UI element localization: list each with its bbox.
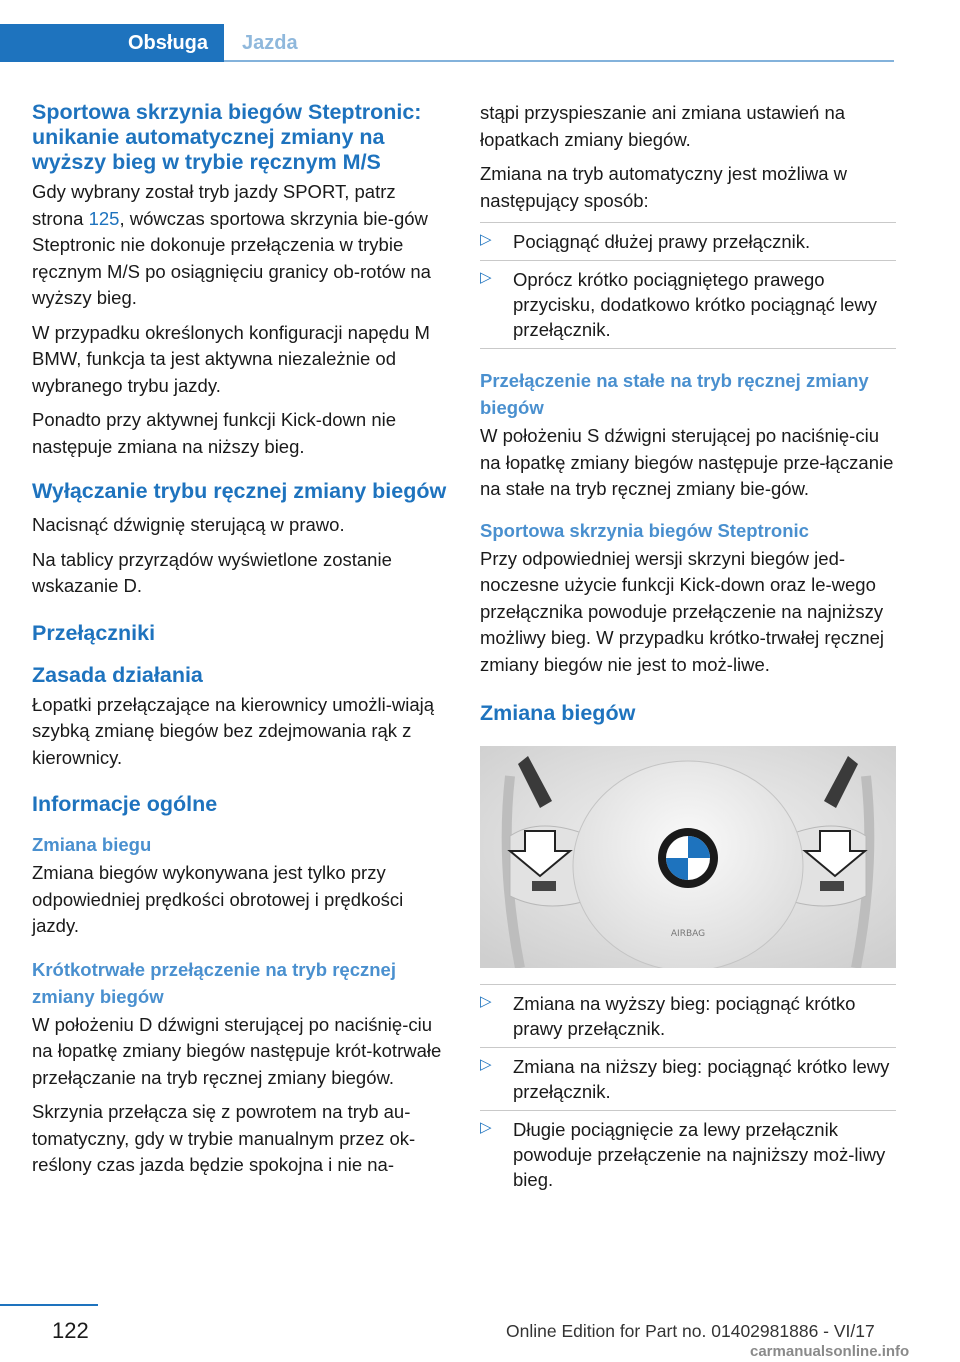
heading-switches: Przełączniki xyxy=(32,620,156,645)
paragraph: Przy odpowiedniej wersji skrzyni biegów jed‐noczesne użycie funkcji Kick-down oraz le‐wego przełącznika powoduje przełączenie na najniższy możliwy bieg. W przypadku krótko‐trwałej ręcznej zmiany biegów nie jest to moż‐liwe. xyxy=(480,547,885,675)
heading-general-info: Informacje ogólne xyxy=(32,792,218,816)
paragraph: stąpi przyspieszanie ani zmiana ustawień na łopatkach zmiany biegów. xyxy=(480,102,846,150)
list-item xyxy=(480,984,896,1048)
heading-shifting: Zmiana biegów xyxy=(480,701,636,725)
list-auto-mode xyxy=(480,222,896,349)
page-number: 122 xyxy=(52,1318,89,1343)
list-item-text: Długie pociągnięcie za lewy przełącznik powoduje przełączenie na najniższy moż‐liwy bieg. xyxy=(513,1119,886,1190)
heading-permanent-manual: Przełączenie na stałe na tryb ręcznej zmiany biegów xyxy=(480,370,869,418)
left-column xyxy=(32,100,452,1187)
paragraph: W położeniu S dźwigni sterującej po naciśnię‐ciu na łopatkę zmiany biegów następuje prze‐łączanie na stałe na tryb ręcznej zmiany bie‐gów. xyxy=(480,425,894,499)
tab-bar xyxy=(0,0,894,62)
triangle-bullet-icon: ▷ xyxy=(480,1056,492,1073)
heading-temporary-manual: Krótkotrwałe przełączenie na tryb ręcznej zmiany biegów xyxy=(32,958,396,1007)
heading-disable-manual: Wyłączanie trybu ręcznej zmiany biegów xyxy=(32,479,447,503)
paragraph: Zmiana na tryb automatyczny jest możliwa w następujący sposób: xyxy=(480,163,848,211)
tab-label: Obsługa xyxy=(128,32,209,54)
paragraph: Nacisnąć dźwignię sterującą w prawo. xyxy=(32,514,345,535)
paragraph: Łopatki przełączające na kierownicy umożli‐wiają szybką zmianę biegów bez zdejmowania rąk z kierownicy. xyxy=(32,693,435,768)
page-link-125[interactable]: 125 xyxy=(88,207,120,229)
triangle-bullet-icon: ▷ xyxy=(480,231,492,248)
airbag-label: AIRBAG xyxy=(670,929,706,939)
heading-gear-change: Zmiana biegu xyxy=(32,834,152,855)
list-item-text: Zmiana na niższy bieg: pociągnąć krótko lewy przełącznik. xyxy=(513,1056,890,1102)
paragraph: Skrzynia przełącza się z powrotem na tryb au‐tomatyczny, gdy w trybie manualnym przez ok‐reślony czas jazda będzie spokojna i nie na‐ xyxy=(32,1101,416,1175)
list-item xyxy=(480,222,896,261)
paragraph: Ponadto przy aktywnej funkcji Kick-down nie następuje zmiana na niższy bieg. xyxy=(32,409,397,457)
triangle-bullet-icon: ▷ xyxy=(480,269,492,286)
paragraph xyxy=(32,179,452,312)
tab-jazda[interactable]: Jazda xyxy=(242,32,298,54)
heading-principle: Zasada działania xyxy=(32,662,203,687)
list-item xyxy=(480,261,896,349)
right-column xyxy=(480,100,896,1198)
watermark: carmanualsonline.info xyxy=(750,1343,910,1360)
steering-wheel-illustration xyxy=(480,746,896,968)
list-shifting xyxy=(480,984,896,1198)
paragraph: Na tablicy przyrządów wyświetlone zostanie wskazanie D. xyxy=(32,548,392,596)
text: Gdy wybrany został tryb jazdy SPORT, patrz strona xyxy=(32,181,396,229)
list-item xyxy=(480,1111,896,1198)
tab-obsluga[interactable] xyxy=(0,24,224,62)
heading-steptronic-manual: Sportowa skrzynia biegów Steptronic: unikanie automatycznej zmiany na wyższy bieg w trybie ręcznym M/S xyxy=(32,100,422,174)
tab-divider xyxy=(224,60,894,62)
text: , wówczas sportowa skrzynia bie‐gów Steptronic nie dokonuje przełączenia w trybie ręcznym M/S po osiągnięciu granicy ob‐rotów na wyższy bieg. xyxy=(32,207,431,308)
paragraph: W położeniu D dźwigni sterującej po naciśnię‐ciu na łopatkę zmiany biegów następuje krót‐kotrwałe przełączanie na tryb ręcznej zmiany biegów. xyxy=(32,1013,442,1088)
paragraph: W przypadku określonych konfiguracji napędu M BMW, funkcja ta jest aktywna niezależnie od wybranego trybu jazdy. xyxy=(32,321,430,396)
edition-text: Online Edition for Part no. 01402981886 - VI/17 xyxy=(506,1321,875,1341)
triangle-bullet-icon: ▷ xyxy=(480,993,492,1010)
list-item xyxy=(480,1048,896,1111)
list-item-text: Oprócz krótko pociągniętego prawego przycisku, dodatkowo krótko pociągnąć lewy przełącznik. xyxy=(513,269,878,340)
steering-wheel-figure xyxy=(480,746,896,968)
list-item-text: Pociągnąć dłużej prawy przełącznik. xyxy=(513,231,811,252)
list-item-text: Zmiana na wyższy bieg: pociągnąć krótko prawy przełącznik. xyxy=(513,993,856,1039)
paragraph: Zmiana biegów wykonywana jest tylko przy odpowiedniej prędkości obrotowej i prędkości jazdy. xyxy=(32,862,404,936)
triangle-bullet-icon: ▷ xyxy=(480,1119,492,1136)
heading-steptronic: Sportowa skrzynia biegów Steptronic xyxy=(480,519,809,541)
footer-divider xyxy=(0,1304,98,1306)
